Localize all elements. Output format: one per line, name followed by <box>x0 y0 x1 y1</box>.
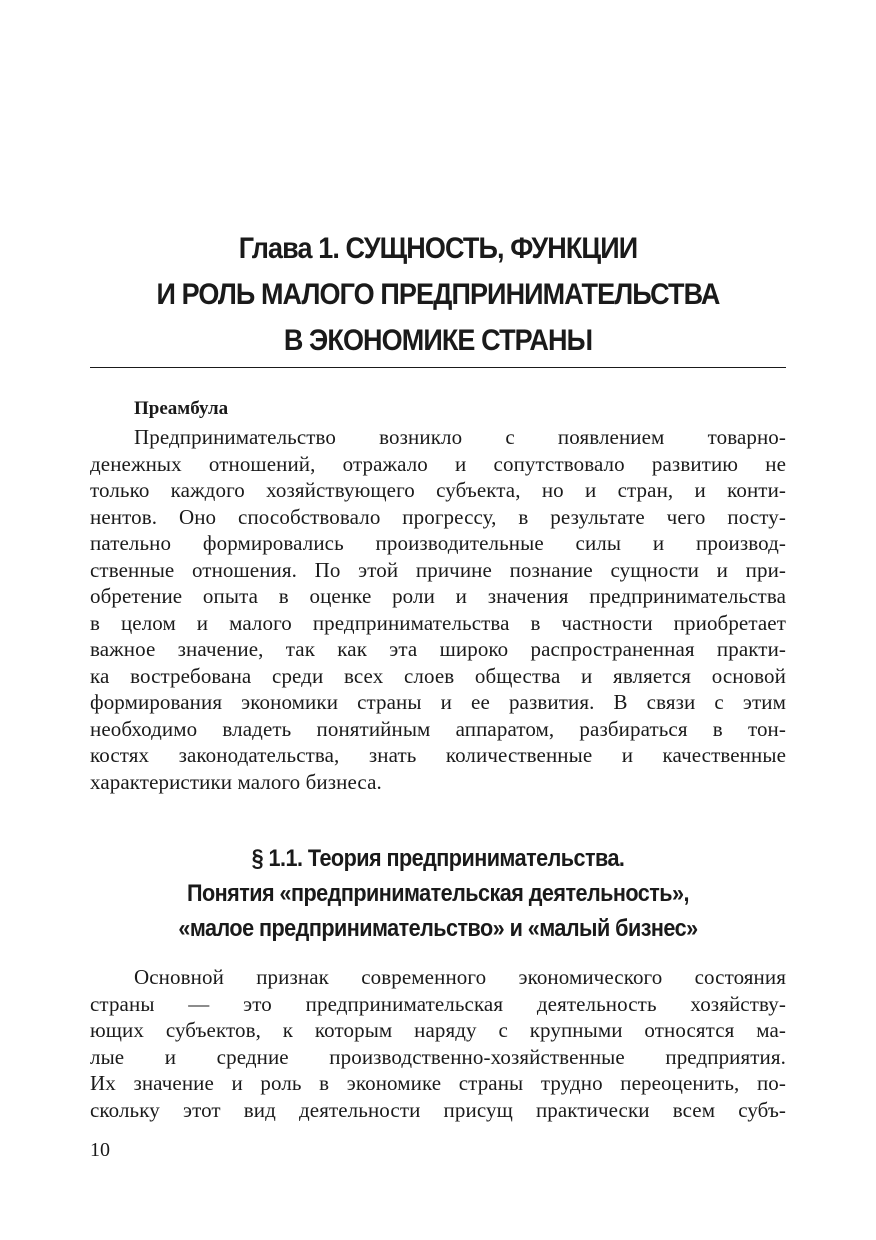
text-line: Предпринимательство возникло с появлением товарно- <box>134 425 786 449</box>
text-line: формирования экономики страны и ее развития. В связи с этим <box>90 690 786 714</box>
text-line: страны — это предпринимательская деятельность хозяйству- <box>90 991 786 1016</box>
text-line: нентов. Оно способствовало прогрессу, в результате чего посту- <box>90 504 786 529</box>
section-title-line: «малое предпринимательство» и «малый бизнес» <box>178 915 698 942</box>
text-line: Основной признак современного экономического состояния <box>134 965 786 989</box>
page-number: 10 <box>90 1139 110 1161</box>
text-line: только каждого хозяйствующего субъекта, но и стран, и конти- <box>90 478 786 502</box>
text-line: лые и средние производственно-хозяйственные предприятия. <box>90 1044 786 1069</box>
section-paragraph <box>90 964 786 1123</box>
text-line: денежных отношений, отражало и сопутствовало развитию не <box>90 451 786 476</box>
text-line: ственные отношения. По этой причине познание сущности и при- <box>90 557 786 582</box>
text-line: характеристики малого бизнеса. <box>90 769 382 794</box>
section-title-line: Понятия «предпринимательская деятельность», <box>187 880 689 907</box>
text-line: костях законодательства, знать количественные и качественные <box>90 743 786 767</box>
text-line: Их значение и роль в экономике страны трудно переоценить, по- <box>90 1071 786 1095</box>
chapter-title-line: Глава 1. СУЩНОСТЬ, ФУНКЦИИ <box>238 232 638 265</box>
chapter-title-line: И РОЛЬ МАЛОГО ПРЕДПРИНИМАТЕЛЬСТВА <box>156 278 720 311</box>
text-line: в целом и малого предпринимательства в частности приобретает <box>90 610 786 635</box>
text-line: ка востребована среди всех слоев общества и является основой <box>90 663 786 688</box>
chapter-title <box>125 226 751 364</box>
preamble-heading: Преамбула <box>134 398 229 419</box>
preamble-paragraph <box>90 424 786 795</box>
chapter-divider <box>90 367 786 368</box>
chapter-title-line: В ЭКОНОМИКЕ СТРАНЫ <box>283 324 593 357</box>
text-line: ющих субъектов, к которым наряду с крупными относятся ма- <box>90 1018 786 1042</box>
text-line: пательно формировались производительные силы и производ- <box>90 531 786 555</box>
text-line: скольку этот вид деятельности присущ практически всем субъ- <box>90 1097 786 1122</box>
section-title <box>125 841 751 946</box>
section-title-line: § 1.1. Теория предпринимательства. <box>251 845 625 872</box>
text-line: обретение опыта в оценке роли и значения предпринимательства <box>90 584 786 608</box>
text-line: важное значение, так как эта широко распространенная практи- <box>90 637 786 661</box>
text-line: необходимо владеть понятийным аппаратом, разбираться в тон- <box>90 716 786 741</box>
